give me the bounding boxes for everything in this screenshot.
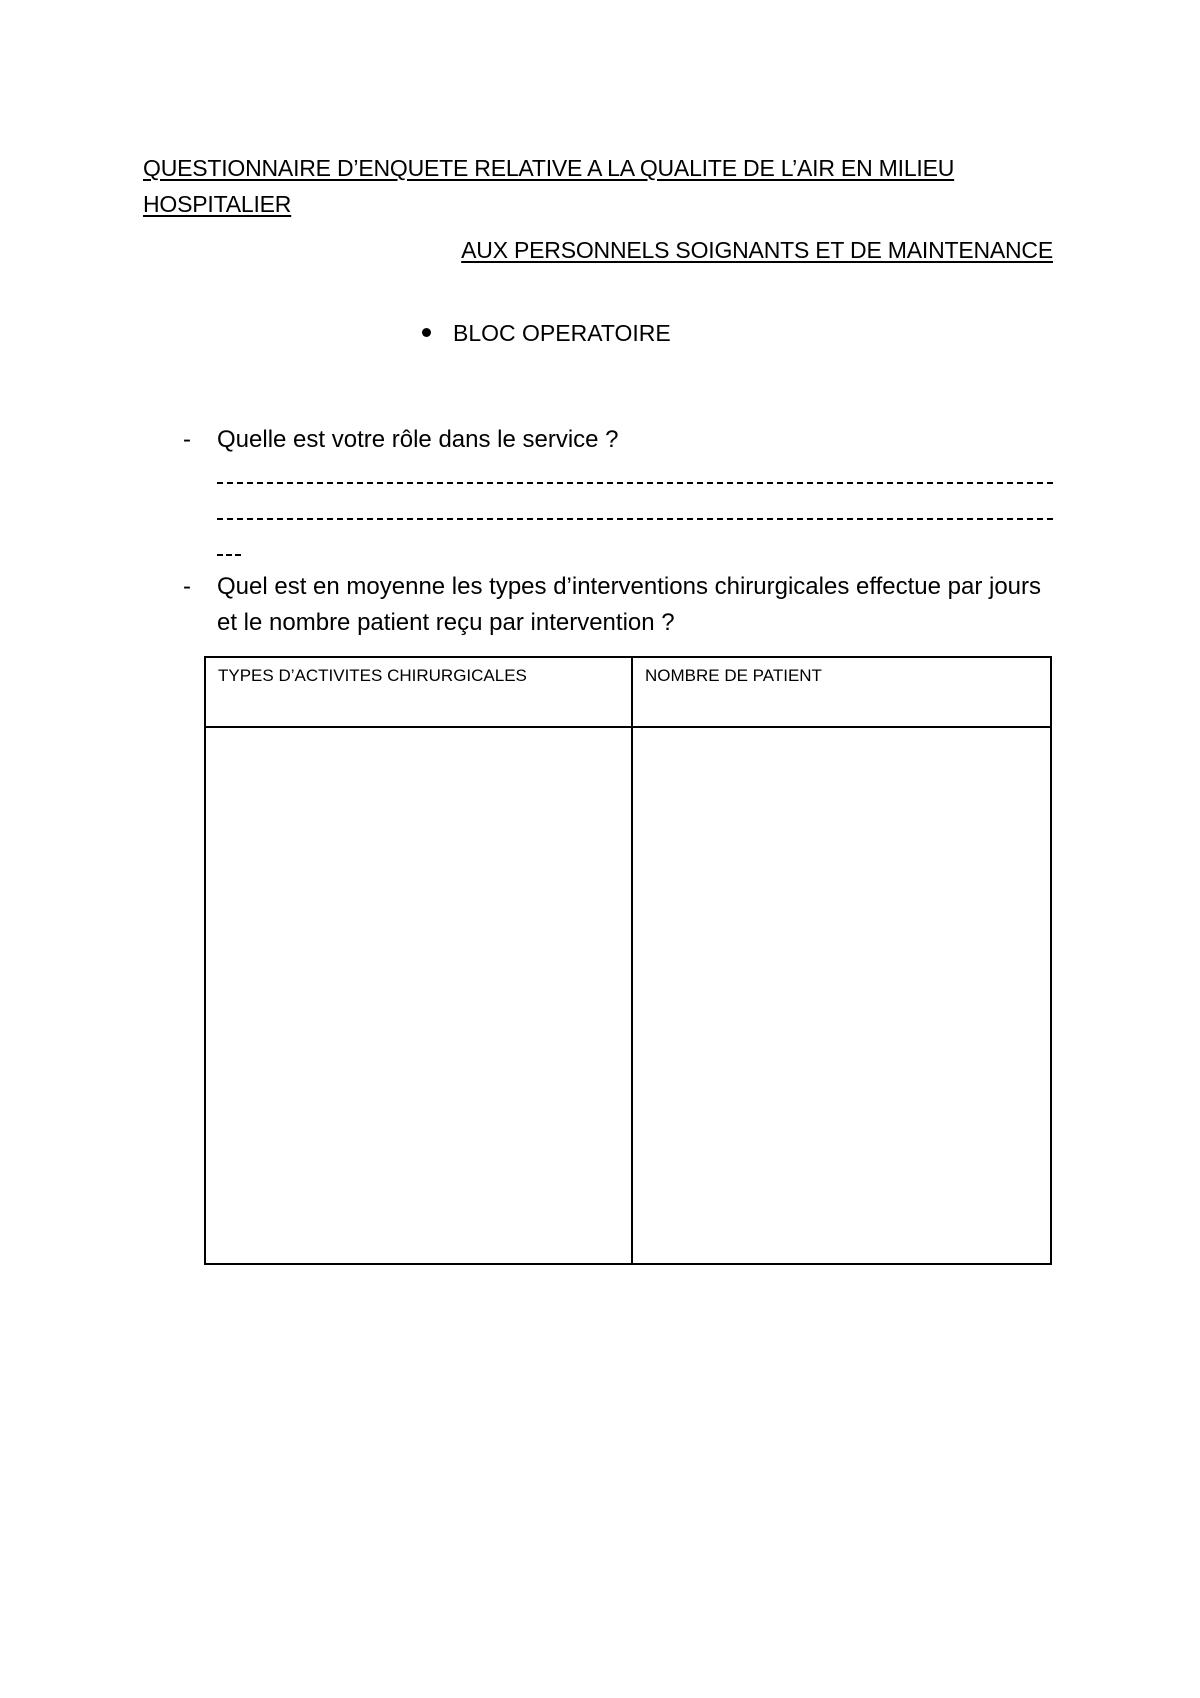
section-heading — [422, 318, 671, 348]
answer-area[interactable] — [217, 468, 1053, 576]
question-marker: - — [183, 426, 191, 453]
table-header-row — [205, 657, 1051, 727]
header-nombre-patient: NOMBRE DE PATIENT — [632, 657, 1051, 727]
question-marker: - — [183, 573, 191, 600]
bullet-icon — [422, 328, 431, 337]
header-types-activites: TYPES D’ACTIVITES CHIRURGICALES — [205, 657, 632, 727]
cell-types-activites[interactable] — [205, 727, 632, 1264]
question-text: Quel est en moyenne les types d’interventions chirurgicales effectue par jours et le nombre patient reçu par intervention ? — [217, 573, 1042, 636]
activity-table — [204, 656, 1052, 1265]
cell-nombre-patient[interactable] — [632, 727, 1051, 1264]
question-text: Quelle est votre rôle dans le service ? — [217, 426, 619, 453]
answer-line[interactable] — [217, 468, 1053, 504]
answer-line[interactable] — [217, 504, 1053, 540]
document-subtitle: AUX PERSONNELS SOIGNANTS ET DE MAINTENANCE — [461, 237, 1053, 263]
section-label: BLOC OPERATOIRE — [453, 320, 671, 346]
document-title: QUESTIONNAIRE D’ENQUETE RELATIVE A LA QUALITE DE L’AIR EN MILIEU HOSPITALIER — [143, 155, 955, 217]
table-row — [205, 727, 1051, 1264]
